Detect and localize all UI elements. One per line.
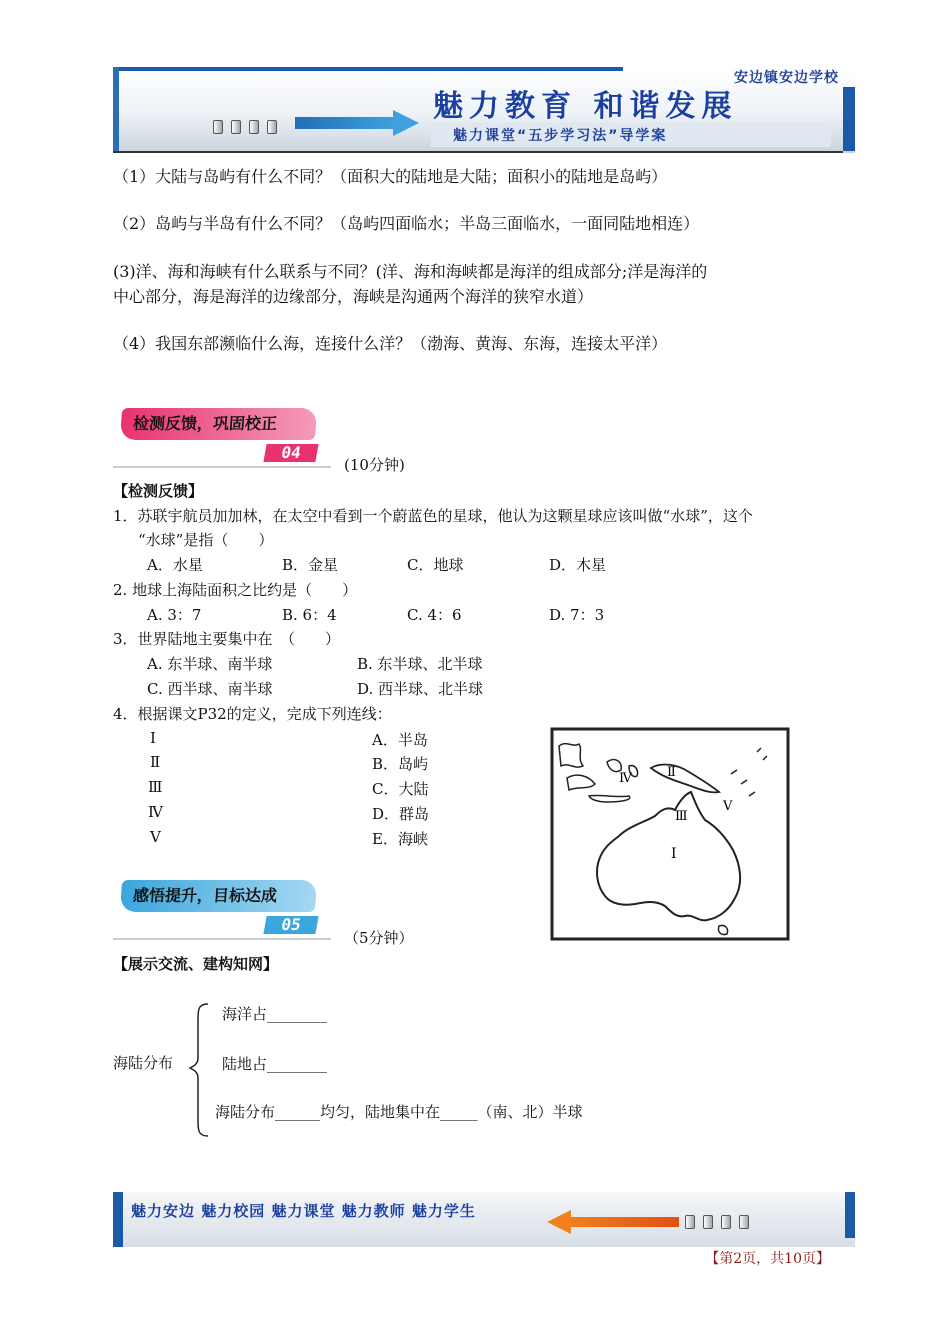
header-left-bar — [113, 67, 119, 153]
question-3-line1: (3)洋、海和海峡有什么联系与不同？(洋、海和海峡都是海洋的组成部分;洋是海洋的 — [113, 262, 708, 281]
header-subtitle: 魅力课堂“五步学习法”导学案 — [453, 128, 668, 144]
map-label-2: Ⅱ — [667, 765, 676, 780]
q1-option-a: A．水星 — [147, 556, 203, 574]
exercise-q3: 3．世界陆地主要集中在 （ ） — [113, 630, 341, 648]
header-right-bar — [843, 87, 855, 151]
pill-icon — [213, 120, 223, 134]
mindmap-branch-land: 陆地占________ — [222, 1055, 328, 1073]
badge-time: （5分钟） — [344, 929, 414, 947]
map-label-1: Ⅰ — [671, 846, 677, 862]
mindmap-root: 海陆分布 — [113, 1054, 174, 1072]
q3-option-a: A. 东半球、南半球 — [147, 655, 273, 673]
question-4: （4）我国东部濒临什么海，连接什么洋？（渤海、黄海、东海，连接太平洋） — [113, 334, 668, 353]
q2-option-a: A. 3：7 — [147, 606, 202, 624]
question-3-line2: 中心部分，海是海洋的边缘部分，海峡是沟通两个海洋的狭窄水道） — [113, 287, 594, 306]
arrow-left-icon — [547, 1210, 571, 1234]
roman-3: Ⅲ — [148, 778, 163, 796]
q3-option-d: D. 西半球、北半球 — [357, 680, 484, 698]
q1-option-d: D．木星 — [549, 556, 607, 574]
q3-option-c: C. 西半球、南半球 — [147, 680, 273, 698]
choice-e: E．海峡 — [372, 830, 428, 848]
pill-icon — [685, 1215, 695, 1229]
page-indicator: 【第2页，共10页】 — [705, 1251, 830, 1267]
arrow-left-shaft — [569, 1217, 679, 1227]
footer-left-bar — [113, 1192, 123, 1247]
arrow-head-icon — [393, 110, 419, 136]
pill-icon — [721, 1215, 731, 1229]
roman-1: Ⅰ — [150, 729, 156, 747]
badge-number: 04 — [263, 444, 318, 462]
section-heading-summary: 【展示交流、建构知网】 — [113, 955, 279, 973]
school-name: 安边镇安边学校 — [734, 70, 839, 86]
pill-icon — [231, 120, 241, 134]
footer-banner — [113, 1192, 855, 1247]
badge-time: (10分钟) — [344, 456, 405, 474]
q1-option-c: C．地球 — [407, 556, 464, 574]
q2-option-c: C. 4：6 — [407, 606, 462, 624]
australia-map — [549, 726, 791, 942]
roman-4: Ⅳ — [148, 803, 163, 821]
pill-icon — [267, 120, 277, 134]
header-top-line — [113, 67, 623, 71]
exercise-q4: 4．根据课文P32的定义，完成下列连线： — [113, 705, 392, 723]
exercise-q1-line2: “水球”是指（ ） — [138, 531, 274, 549]
q3-option-b: B. 东半球、北半球 — [357, 655, 483, 673]
map-label-5: Ⅴ — [723, 799, 733, 814]
choice-b: B．岛屿 — [372, 755, 429, 773]
choice-a: A．半岛 — [372, 731, 428, 749]
pill-icon — [249, 120, 259, 134]
question-1: （1）大陆与岛屿有什么不同？（面积大的陆地是大陆；面积小的陆地是岛屿） — [113, 167, 668, 186]
roman-2: Ⅱ — [150, 753, 161, 771]
q1-option-b: B．金星 — [282, 556, 339, 574]
header-banner — [113, 67, 855, 153]
pill-icon — [739, 1215, 749, 1229]
mindmap-branch-ocean: 海洋占________ — [222, 1005, 328, 1023]
header-underline — [113, 151, 843, 153]
q2-option-b: B. 6：4 — [282, 606, 337, 624]
choice-d: D．群岛 — [372, 805, 430, 823]
section-badge-05 — [113, 876, 331, 938]
choice-c: C．大陆 — [372, 780, 429, 798]
map-label-4: Ⅳ — [619, 771, 632, 786]
badge-label: 感悟提升，目标达成 — [120, 880, 317, 912]
footer-slogan: 魅力安边 魅力校园 魅力课堂 魅力教师 魅力学生 — [131, 1202, 476, 1220]
map-frame — [552, 729, 788, 939]
badge-label: 检测反馈，巩固校正 — [120, 408, 317, 440]
map-label-3: Ⅲ — [675, 809, 688, 824]
pill-icon — [703, 1215, 713, 1229]
arrow-right-icon — [295, 117, 395, 129]
section-heading-feedback: 【检测反馈】 — [113, 482, 204, 500]
header-title: 魅力教育 和谐发展 — [433, 89, 738, 124]
section-badge-04 — [113, 404, 331, 466]
badge-number: 05 — [263, 916, 318, 934]
roman-5: Ⅴ — [150, 828, 161, 846]
question-2: （2）岛屿与半岛有什么不同？（岛屿四面临水；半岛三面临水，一面同陆地相连） — [113, 214, 700, 233]
mindmap-branch-distribution: 海陆分布______均匀，陆地集中在_____（南、北）半球 — [215, 1103, 583, 1121]
exercise-q2: 2. 地球上海陆面积之比约是（ ） — [113, 581, 358, 599]
exercise-q1-line1: 1．苏联宇航员加加林，在太空中看到一个蔚蓝色的星球，他认为这颗星球应该叫做“水球”，这个 — [113, 507, 753, 525]
brace-icon — [188, 1000, 212, 1140]
footer-right-bar — [845, 1192, 855, 1238]
q2-option-d: D. 7：3 — [549, 606, 605, 624]
